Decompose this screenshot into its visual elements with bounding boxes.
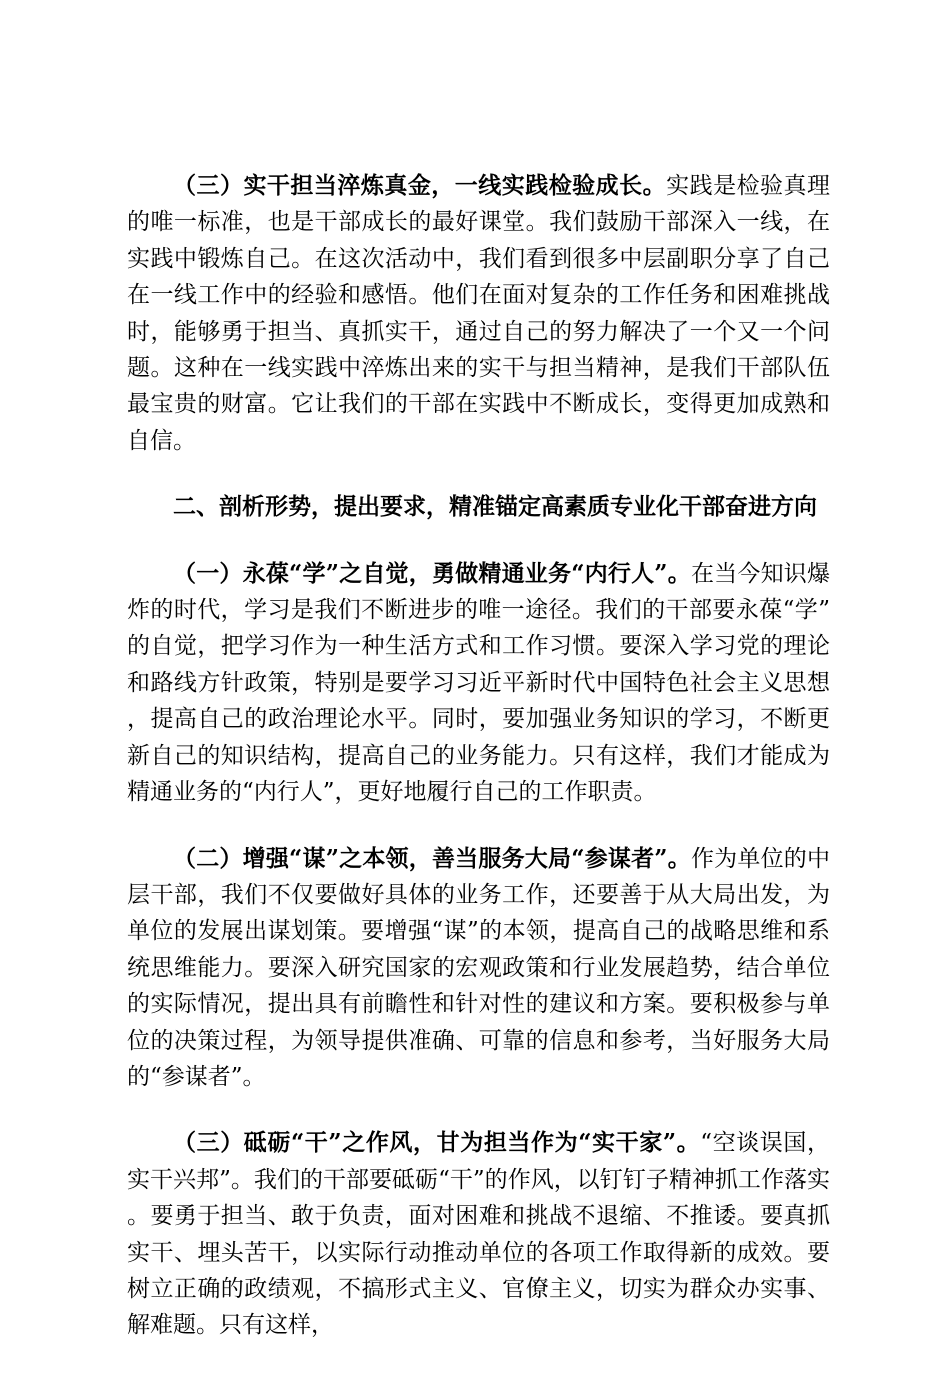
paragraph-lead: （三）砥砺“干”之作风，甘为担当作为“实干家”。 [173, 1129, 701, 1157]
section-heading: 二、剖析形势，提出要求，精准锚定高素质专业化干部奋进方向 [173, 493, 817, 521]
paragraph-body: 实践是检验真理的唯一标准，也是干部成长的最好课堂。我们鼓励干部深入一线，在实践中锻炼自己。在这次活动中，我们看到很多中层副职分享了自己在一线工作中的经验和感悟。他们在面对复杂的工作任务和困难挑战时，能够勇于担当、真抓实干，通过自己的努力解决了一个又一个问题。这种在一线实践中淬炼出来的实干与担当精神，是我们干部队伍最宝贵的财富。它让我们的干部在实践中不断成长，变得更加成熟和自信。 [127, 173, 831, 454]
paragraph-lead: （三）实干担当淬炼真金，一线实践检验成长。 [173, 172, 667, 199]
paragraph-practice [127, 168, 830, 459]
paragraph-plan [127, 841, 830, 1096]
paragraph-act [127, 1125, 830, 1343]
document-page [127, 168, 830, 1374]
paragraph-body: “空谈误国，实干兴邦”。我们的干部要砥砺“干”的作风，以钉钉子精神抓工作落实。要勇于担当、敢于负责，面对困难和挑战不退缩、不推诿。要真抓实干、埋头苦干，以实际行动推动单位的各项工作取得新的成效。要树立正确的政绩观，不搞形式主义、官僚主义，切实为群众办实事、解难题。只有这样， [127, 1130, 830, 1339]
paragraph-body: 作为单位的中层干部，我们不仅要做好具体的业务工作，还要善于从大局出发，为单位的发展出谋划策。要增强“谋”的本领，提高自己的战略思维和系统思维能力。要深入研究国家的宏观政策和行业发展趋势，结合单位的实际情况，提出具有前瞻性和针对性的建议和方案。要积极参与单位的决策过程，为领导提供准确、可靠的信息和参考，当好服务大局的“参谋者”。 [127, 845, 831, 1090]
paragraph-body: 在当今知识爆炸的时代，学习是我们不断进步的唯一途径。我们的干部要永葆“学”的自觉，把学习作为一种生活方式和工作习惯。要深入学习党的理论和路线方针政策，特别是要学习习近平新时代中国特色社会主义思想，提高自己的政治理论水平。同时，要加强业务知识的学习，不断更新自己的知识结构，提高自己的业务能力。只有这样，我们才能成为精通业务的“内行人”，更好地履行自己的工作职责。 [127, 560, 831, 806]
paragraph-lead: （一）永葆“学”之自觉，勇做精通业务“内行人”。 [173, 559, 691, 587]
paragraph-lead: （二）增强“谋”之本领，善当服务大局“参谋者”。 [173, 844, 691, 872]
paragraph-learn [127, 556, 830, 811]
